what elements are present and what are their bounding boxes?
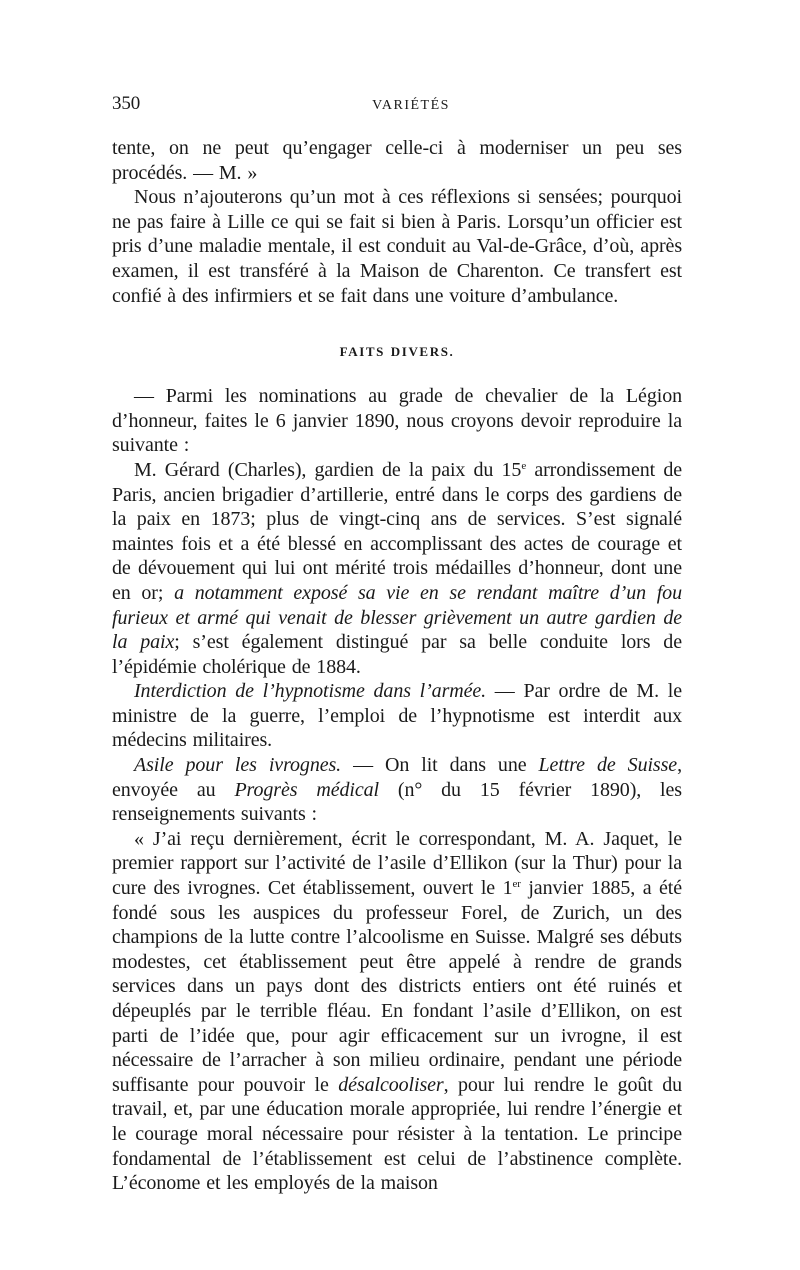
running-title: VARIÉTÉS	[372, 98, 450, 113]
asile-text-b: , envoyée au	[112, 754, 682, 801]
asile-text-c: (n° du 15 février 1890), les renseignements suivants :	[112, 778, 682, 826]
section-heading-faits-divers: FAITS DIVERS.	[339, 344, 455, 360]
paragraph-asile-intro	[112, 753, 682, 827]
paragraph-continued: tente, on ne peut qu’engager celle-ci à moderniser un peu ses procédés. — M. »	[112, 137, 682, 184]
section-spacer	[112, 308, 682, 341]
gerard-text-b: arrondissement de Paris, ancien brigadier d’artillerie, entré dans le corps des gardiens de la paix en 1873; plus de vingt-cinq ans de services. S’est signalé maintes fois et a été blessé en accomplissant des actes de courage et de dévouement qui lui ont mérité trois médailles d’honneur, dont une en or;	[112, 458, 683, 604]
ellikon-text-b: janvier 1885, a été fondé sous les auspices du professeur Forel, de Zurich, un des champions de la lutte contre l’alcoolisme en Suisse. Malgré ses débuts modestes, cet établissement peut être appelé à rendre de grands services dans un pays dont des districts entiers ont été ruinés et dépeuplés par le terrible fléau. En fondant l’asile d’Ellikon, on est parti de l’idée que, pour agir efficacement sur un ivrogne, il est nécessaire de l’arracher à son milieu ordinaire, pendant une période suffisante pour pouvoir le	[112, 877, 682, 1096]
paragraph-ellikon	[112, 827, 682, 1196]
paragraph-nominations: — Parmi les nominations au grade de chevalier de la Légion d’honneur, faites le 6 janvier 1890, nous croyons devoir reproduire la suivante :	[112, 385, 682, 457]
hypnotisme-title: Interdiction de l’hypnotisme dans l’armée.	[134, 680, 487, 703]
gerard-text-c: ; s’est également distingué par sa belle conduite lors de l’épidémie cholérique de 1884.	[112, 631, 682, 678]
gerard-text-a: M. Gérard (Charles), gardien de la paix du 15	[134, 458, 522, 481]
page-content	[112, 92, 682, 1196]
asile-title: Asile pour les ivrognes.	[134, 754, 342, 777]
ellikon-text-a: « J’ai reçu dernièrement, écrit le correspondant, M. A. Jaquet, le premier rapport sur l’activité de l’asile d’Ellikon (sur la Thur) pour la cure des ivrognes. Cet établissement, ouvert le 1	[112, 827, 682, 900]
asile-text-a: — On lit dans une	[341, 754, 539, 777]
date-superscript: er	[512, 878, 521, 891]
lettre-de-suisse-title: Lettre de Suisse	[538, 754, 678, 777]
gerard-italic-citation: a notamment exposé sa vie en se rendant maître d’un fou furieux et armé qui venait de blesser grièvement un autre gardien de la paix	[112, 581, 682, 654]
paragraph-hypnotisme	[112, 679, 682, 753]
paragraph-reflexions: Nous n’ajouterons qu’un mot à ces réflexions si sensées; pourquoi ne pas faire à Lille ce qui se fait si bien à Paris. Lorsqu’un officier est pris d’une maladie mentale, il est conduit au Val-de-Grâce, d’où, après examen, il est transféré à la Maison de Charenton. Ce transfert est confié à des infirmiers et se fait dans une voiture d’ambulance.	[112, 186, 682, 307]
desalcooliser-word: désalcooliser	[338, 1073, 444, 1096]
progres-medical-title: Progrès médical	[234, 778, 379, 801]
paragraph-gerard	[112, 458, 682, 679]
hypnotisme-text: — Par ordre de M. le ministre de la guerre, l’emploi de l’hypnotisme est interdit aux médecins militaires.	[112, 680, 682, 752]
ellikon-text-c: , pour lui rendre le goût du travail, et, par une éducation morale appropriée, lui rendre l’énergie et le courage moral nécessaire pour résister à la tentation. Le principe fondamental de l’établissement est celui de l’abstinence complète. L’économe et les employés de la maison	[112, 1073, 682, 1195]
ordinal-superscript: e	[521, 459, 527, 472]
running-head: 350 VARIÉTÉS	[112, 92, 682, 120]
